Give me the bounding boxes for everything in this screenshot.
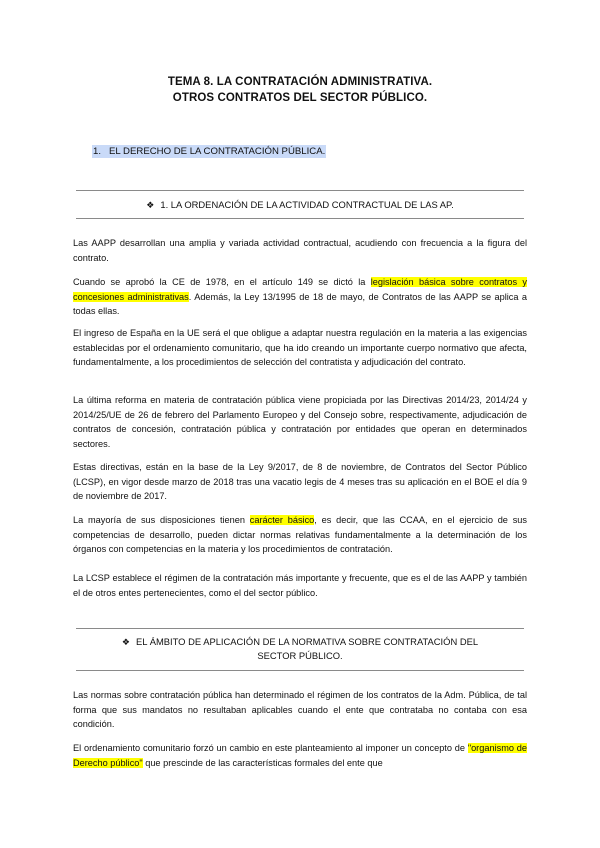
paragraph	[73, 275, 527, 319]
paragraph-text: La mayoría de sus disposiciones tienen	[73, 515, 250, 525]
paragraph	[73, 513, 527, 557]
paragraph	[73, 688, 527, 732]
document-title	[0, 74, 600, 106]
section-number: 1.	[93, 146, 102, 157]
paragraph-text: La última reforma en materia de contratación pública viene propiciada por las Directivas 2014/23, 2014/24 y 2014/25/UE de 26 de febrero del Parlamento Europeo y del Consejo sobre, respectivamente, adjudicación de contratos de concesión, contratación pública y contratación por entidades que operan en determinados sectores.	[73, 395, 527, 449]
paragraph	[73, 741, 527, 770]
paragraph-text: . Además, la Ley 13/1995 de 18 de mayo, de Contratos de las AAPP se aplica a todas ellas.	[73, 291, 527, 317]
section-heading-1	[92, 146, 326, 158]
title-line-2: OTROS CONTRATOS DEL SECTOR PÚBLICO.	[172, 92, 428, 104]
divider-rule	[76, 670, 524, 671]
paragraph	[73, 460, 527, 504]
section-heading-highlight	[92, 145, 326, 158]
paragraph-text: La LCSP establece el régimen de la contratación más importante y frecuente, que es el de las AAPP y también el de otros entes pertenecientes, como el del sector público.	[73, 573, 527, 598]
title-line-1: TEMA 8. LA CONTRATACIÓN ADMINISTRATIVA.	[167, 76, 433, 88]
paragraph-text: Las normas sobre contratación pública han determinado el régimen de los contratos de la Adm. Pública, de tal forma que sus mandatos no resultaban aplicables cuando el ente que contrataba no contaba con esa condición.	[73, 690, 527, 730]
subsection-label: 1. LA ORDENACIÓN DE LA ACTIVIDAD CONTRACTUAL DE LAS AP.	[160, 199, 454, 210]
paragraph-text: Las AAPP desarrollan una amplia y variada actividad contractual, acudiendo con frecuencia a la figura del contrato.	[73, 238, 527, 263]
paragraph-text: El ordenamiento comunitario forzó un cambio en este planteamiento al imponer un concepto de	[73, 743, 468, 753]
diamond-bullet-icon: ❖	[146, 200, 155, 210]
paragraph-text: , es decir, que las CCAA, en el ejercicio de sus competencias de desarrollo, pueden dictar normas relativas fundamentalmente a la determinación de los órganos con competencias en la materia y los procedimientos de contratación.	[73, 515, 527, 555]
subsection-label-line-1: EL ÁMBITO DE APLICACIÓN DE LA NORMATIVA SOBRE CONTRATACIÓN DEL	[135, 636, 479, 647]
subsection-heading-2	[76, 635, 524, 662]
highlighted-text: legislación básica sobre contratos y concesiones administrativas	[73, 277, 527, 302]
paragraph-text: que prescinde de las características formales del ente que	[142, 757, 383, 768]
paragraph	[73, 571, 527, 600]
subsection-label-line-2: SECTOR PÚBLICO.	[257, 650, 343, 661]
paragraph	[73, 326, 527, 370]
divider-rule	[76, 190, 524, 191]
section-label: EL DERECHO DE LA CONTRATACIÓN PÚBLICA.	[109, 146, 326, 157]
highlighted-text: carácter básico	[249, 515, 315, 525]
paragraph-text: El ingreso de España en la UE será el que obligue a adaptar nuestra regulación en la materia a las exigencias establecidas por el ordenamiento comunitario, que ha ido creando un importante cuerpo normativo que afecta, fundamentalmente, a los procedimientos de selección del contratista y adjudicación del contrato.	[73, 328, 527, 368]
paragraph	[73, 393, 527, 451]
divider-rule	[76, 628, 524, 629]
divider-rule	[76, 218, 524, 219]
paragraph	[73, 236, 527, 265]
highlighted-text: "organismo de Derecho público"	[73, 743, 527, 768]
diamond-bullet-icon: ❖	[121, 637, 130, 647]
subsection-heading-1	[76, 198, 524, 212]
paragraph-text: Estas directivas, están en la base de la Ley 9/2017, de 8 de noviembre, de Contratos del Sector Público (LCSP), en vigor desde marzo de 2018 tras una vacatio legis de 4 meses tras su aplicación en el BOE el día 9 de noviembre de 2017.	[73, 462, 527, 502]
paragraph-text: Cuando se aprobó la CE de 1978, en el artículo 149 se dictó la	[73, 277, 371, 287]
